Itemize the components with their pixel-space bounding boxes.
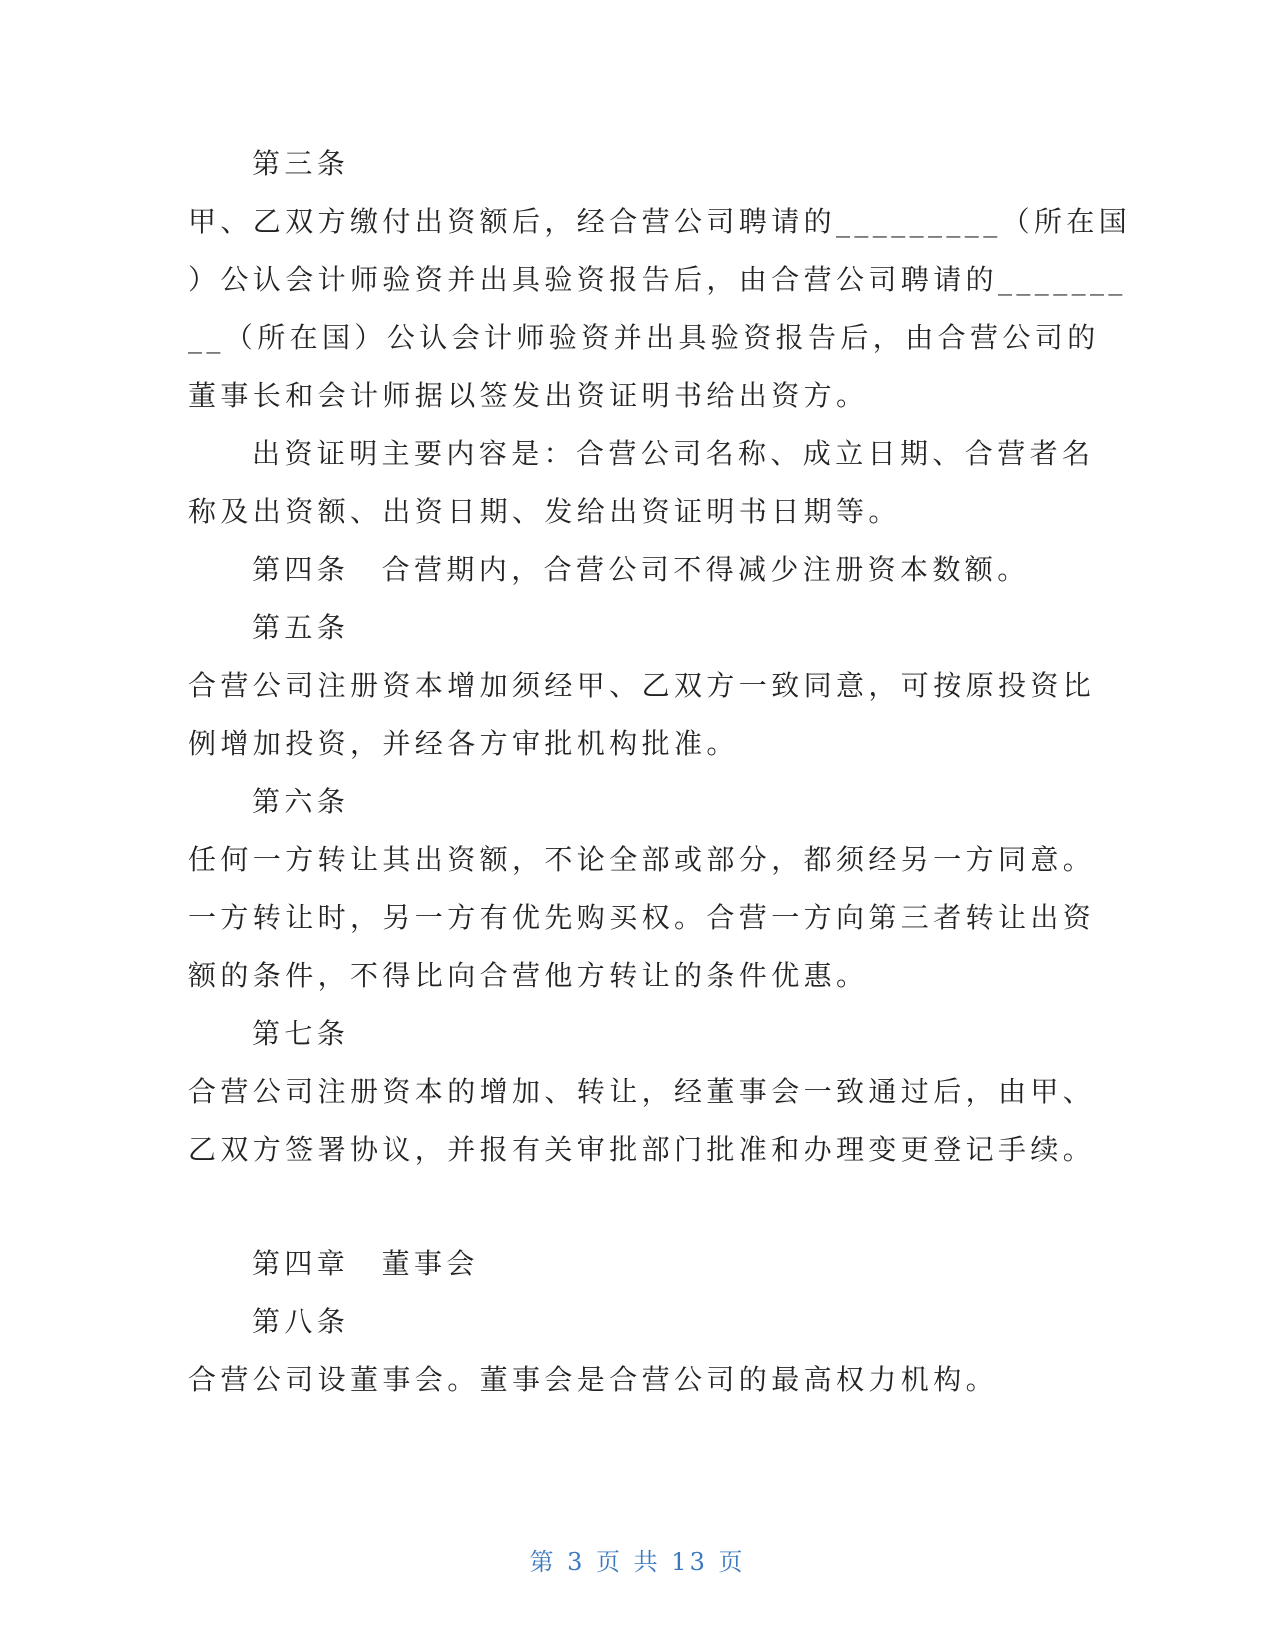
article-3-text-line-2: ）公认会计师验资并出具验资报告后，由合营公司聘请的_______ <box>188 263 1127 296</box>
article-8-text-line-1: 合营公司设董事会。董事会是合营公司的最高权力机构。 <box>188 1363 999 1396</box>
article-3-para2-line-2: 称及出资额、出资日期、发给出资证明书日期等。 <box>188 495 901 528</box>
article-7-text-line-1: 合营公司注册资本的增加、转让，经董事会一致通过后，由甲、 <box>188 1075 1096 1108</box>
article-3-text-line-1: 甲、乙双方缴付出资额后，经合营公司聘请的_________（所在国 <box>188 205 1132 238</box>
article-6-text-line-1: 任何一方转让其出资额，不论全部或部分，都须经另一方同意。 <box>188 843 1096 876</box>
article-8-heading: 第八条 <box>252 1305 350 1338</box>
article-3-para2-line-1: 出资证明主要内容是：合营公司名称、成立日期、合营者名 <box>252 437 1095 470</box>
article-4-text: 第四条 合营期内，合营公司不得减少注册资本数额。 <box>252 553 1030 586</box>
article-5-text-line-2: 例增加投资，并经各方审批机构批准。 <box>188 727 739 760</box>
article-6-text-line-3: 额的条件，不得比向合营他方转让的条件优惠。 <box>188 959 869 992</box>
article-6-heading: 第六条 <box>252 785 350 818</box>
article-3-text-line-4: 董事长和会计师据以签发出资证明书给出资方。 <box>188 379 869 412</box>
article-3-text-line-3: __（所在国）公认会计师验资并出具验资报告后，由合营公司的 <box>188 321 1100 354</box>
page-number-footer: 第 3 页 共 13 页 <box>529 1548 746 1576</box>
article-7-heading: 第七条 <box>252 1017 350 1050</box>
article-6-text-line-2: 一方转让时，另一方有优先购买权。合营一方向第三者转让出资 <box>188 901 1096 934</box>
article-5-heading: 第五条 <box>252 611 350 644</box>
chapter-4-heading: 第四章 董事会 <box>252 1247 479 1280</box>
article-7-text-line-2: 乙双方签署协议，并报有关审批部门批准和办理变更登记手续。 <box>188 1133 1096 1166</box>
article-3-heading: 第三条 <box>252 147 350 180</box>
article-5-text-line-1: 合营公司注册资本增加须经甲、乙双方一致同意，可按原投资比 <box>188 669 1096 702</box>
